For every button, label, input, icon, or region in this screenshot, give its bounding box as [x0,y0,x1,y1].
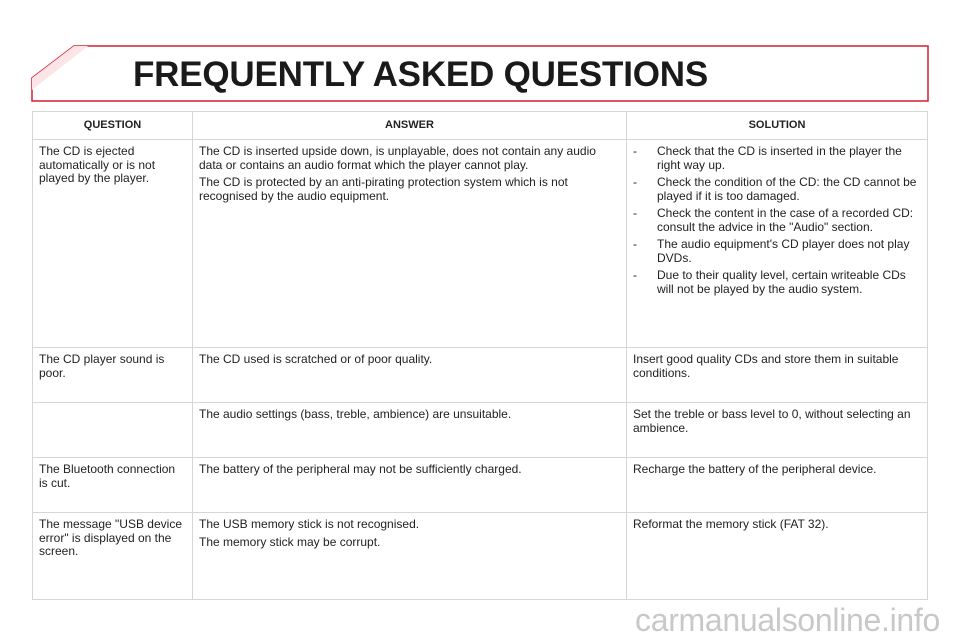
question-cell [33,403,193,458]
dash-bullet: - [633,206,637,220]
table-row [33,513,928,600]
answer-text: The memory stick may be corrupt. [199,534,381,549]
question-cell: The message "USB device error" is displayed on the screen. [33,513,193,600]
solution-cell [627,513,928,600]
solution-text: Check the content in the case of a recorded CD: consult the advice in the "Audio" section. [657,206,914,234]
table-row [33,458,928,513]
table-row [33,348,928,403]
solution-cell [627,140,928,348]
list-item [633,238,921,265]
list-item [633,269,921,296]
page-header [0,0,960,105]
page-title: FREQUENTLY ASKED QUESTIONS [133,55,708,94]
solution-text: Due to their quality level, certain writeable CDs will not be played by the audio system. [657,268,906,296]
dash-bullet: - [633,144,637,158]
answer-text: The CD is protected by an anti-pirating protection system which is not recognised by the audio equipment. [199,175,568,203]
question-cell: The CD player sound is poor. [33,348,193,403]
solution-text: Insert good quality CDs and store them in suitable conditions. [633,352,899,380]
list-item [633,176,921,203]
answer-cell [193,140,627,348]
list-item [633,145,921,172]
solution-cell [627,403,928,458]
answer-text: The battery of the peripheral may not be sufficiently charged. [199,462,522,476]
solution-text: Reformat the memory stick (FAT 32). [633,517,829,531]
table-header-row [33,112,928,140]
table-row [33,403,928,458]
answer-cell [193,458,627,513]
solution-text: Set the treble or bass level to 0, without selecting an ambience. [633,407,911,435]
question-cell: The CD is ejected automatically or is not played by the player. [33,140,193,348]
watermark-text: carmanualsonline.info [635,602,940,638]
column-header-answer: ANSWER [193,112,627,140]
answer-cell [193,403,627,458]
column-header-question: QUESTION [33,112,193,140]
answer-text: The CD used is scratched or of poor quality. [199,352,433,366]
question-cell: The Bluetooth connection is cut. [33,458,193,513]
solution-text: Check the condition of the CD: the CD cannot be played if it is too damaged. [657,175,917,203]
list-item [633,207,921,234]
table-row [33,140,928,348]
answer-text: The USB memory stick is not recognised. [199,517,420,531]
solution-text: Check that the CD is inserted in the player the right way up. [657,144,902,172]
answer-cell [193,513,627,600]
dash-bullet: - [633,175,637,189]
column-header-solution: SOLUTION [627,112,928,140]
faq-table [32,111,928,600]
solution-list [633,145,921,296]
answer-text: The CD is inserted upside down, is unplayable, does not contain any audio data or contains an audio format which the player cannot play. [199,144,596,172]
solution-text: Recharge the battery of the peripheral device. [633,462,877,476]
answer-text: The audio settings (bass, treble, ambience) are unsuitable. [199,407,512,421]
solution-text: The audio equipment's CD player does not play DVDs. [657,237,910,265]
answer-cell [193,348,627,403]
dash-bullet: - [633,268,637,282]
solution-cell [627,458,928,513]
solution-cell [627,348,928,403]
dash-bullet: - [633,237,637,251]
